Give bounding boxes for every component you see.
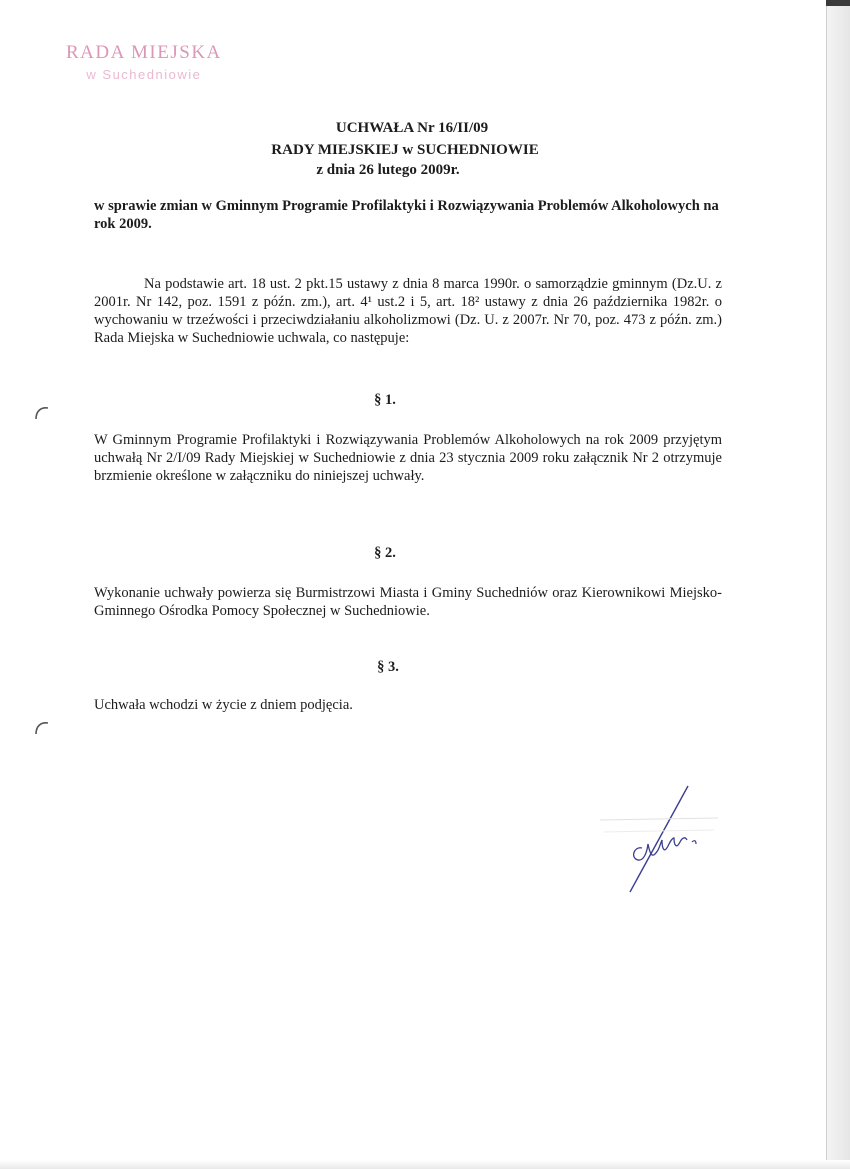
scan-edge-line	[826, 0, 827, 1169]
section-2-heading: § 2.	[374, 545, 396, 561]
stamp-location: w Suchedniowie	[86, 67, 202, 82]
punch-hole-mark	[33, 404, 51, 422]
resolution-subject: w sprawie zmian w Gminnym Programie Profilaktyki i Rozwiązywania Problemów Alkoholowych na rok 2009.	[94, 198, 719, 232]
section-1-text: W Gminnym Programie Profilaktyki i Rozwiązywania Problemów Alkoholowych na rok 2009 przyjętym uchwałą Nr 2/I/09 Rady Miejskiej w Suchedniowie z dnia 23 stycznia 2009 roku załącznik Nr 2 otrzymuje brzmienie określone w załączniku do niniejszej uchwały.	[94, 432, 722, 484]
council-stamp	[66, 42, 222, 82]
section-2-text: Wykonanie uchwały powierza się Burmistrzowi Miasta i Gminy Suchedniów oraz Kierownikowi Miejsko-Gminnego Ośrodka Pomocy Społecznej w Suchedniowie.	[94, 585, 722, 619]
legal-basis-paragraph: Na podstawie art. 18 ust. 2 pkt.15 ustawy z dnia 8 marca 1990r. o samorządzie gminnym (Dz.U. z 2001r. Nr 142, poz. 1591 z późn. zm.), art. 4¹ ust.2 i 5, art. 18² ustawy z dnia 26 października 1982r. o wychowaniu w trzeźwości i przeciwdziałaniu alkoholizmowi (Dz. U. z 2007r. Nr 70, poz. 473 z późn. zm.) Rada Miejska w Suchedniowie uchwala, co następuje:	[94, 276, 722, 346]
section-3-heading: § 3.	[377, 659, 399, 675]
scan-edge	[826, 0, 850, 1169]
section-3-text: Uchwała wchodzi w życie z dniem podjęcia.	[94, 697, 353, 713]
resolution-number: UCHWAŁA Nr 16/II/09	[335, 120, 489, 136]
scan-corner-mark	[826, 0, 850, 6]
scan-bottom-edge	[0, 1160, 850, 1169]
resolution-date: z dnia 26 lutego 2009r.	[316, 162, 460, 178]
punch-hole-mark	[33, 719, 51, 737]
section-1-heading: § 1.	[374, 392, 396, 408]
resolution-issuer: RADY MIEJSKIEJ w SUCHEDNIOWIE	[271, 142, 539, 158]
handwritten-signature	[590, 780, 730, 900]
stamp-title: RADA MIEJSKA	[66, 42, 222, 63]
